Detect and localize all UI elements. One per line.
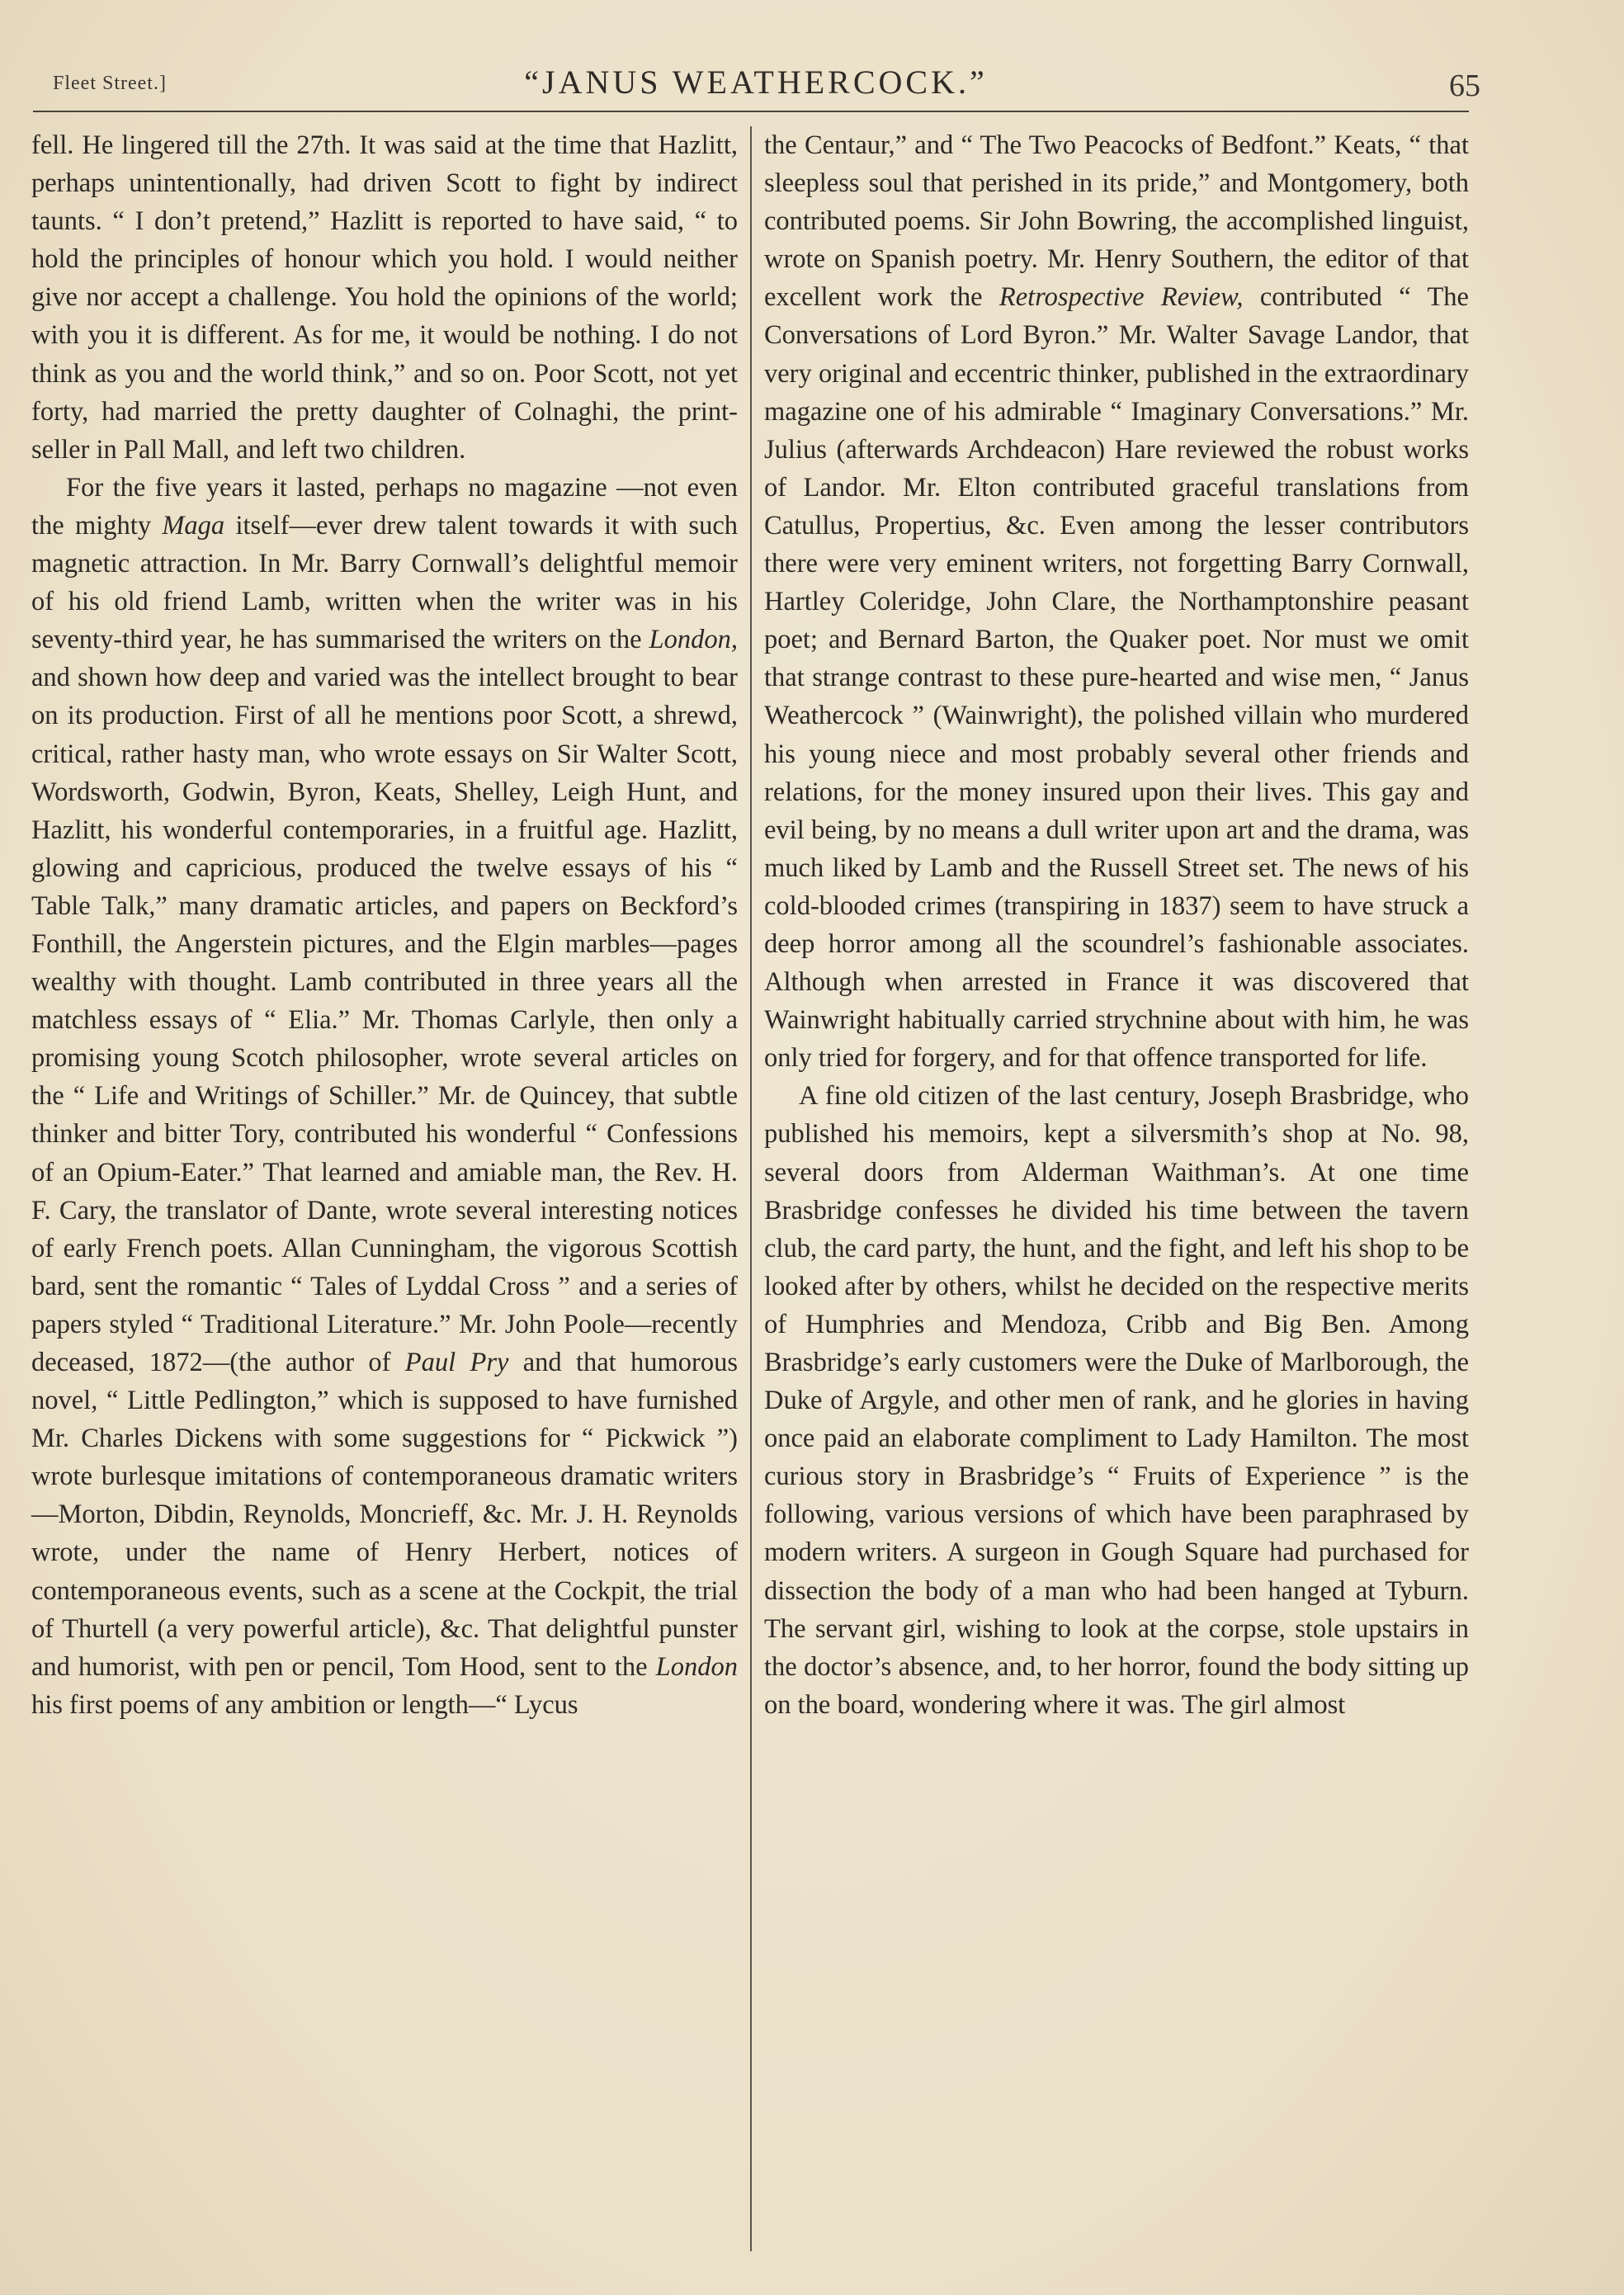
page-number: 65 [1449, 68, 1480, 103]
left-column [31, 126, 738, 1724]
right-column [764, 126, 1469, 1724]
page-header [46, 58, 1480, 119]
running-head-title: “JANUS WEATHERCOCK.” [524, 64, 988, 101]
text-run: the Centaur,” and “ The Two Peacocks of Bedfont.” Keats, “ that sleepless soul that perished in its pride,” and Montgomery, both contributed poems. Sir John Bowring, the accomplished linguist, wrote on Spanish poetry. Mr. Henry Southern, the editor of that excellent work the [764, 130, 1469, 313]
right-paragraph-1 [764, 126, 1469, 1077]
running-head-location: Fleet Street.] [53, 73, 167, 94]
text-run: For the five years it lasted, perhaps no magazine —not even the mighty [31, 472, 738, 541]
left-paragraph-2 [31, 469, 738, 1724]
text-run: contributed “ The Conversations of Lord Byron.” Mr. Walter Savage Landor, that very original and eccentric thinker, published in the extraordinary magazine one of his admirable “ Imaginary Conversations.” Mr. Julius (afterwards Archdeacon) Hare reviewed the robust works of Landor. Mr. Elton contributed graceful translations from Catullus, Propertius, &c. Even among the lesser contributors there were very eminent writers, not forgetting Barry Cornwall, Hartley Coleridge, John Clare, the Northamptonshire peasant poet; and Bernard Barton, the Quaker poet. Nor must we omit that strange contrast to these pure-hearted and wise men, “ Janus Weathercock ” (Wainwright), the polished villain who murdered his young niece and most probably several other friends and relations, for the money insured upon their lives. This gay and evil being, by no means a dull writer upon art and the drama, was much liked by Lamb and the Russell Street set. The news of his cold-blooded crimes (transpiring in 1837) seem to have struck a deep horror among all the scoundrel’s fashionable associates. Although when arrested in France it was discovered that Wainwright habitually carried strychnine about with him, he was only tried for forgery, and for that offence transported for life. [764, 282, 1469, 1074]
left-paragraph-1: fell. He lingered till the 27th. It was said at the time that Hazlitt, perhaps unintentionally, had driven Scott to fight by indirect taunts. “ I don’t pretend,” Hazlitt is reported to have said, “ to hold the principles of honour which you hold. I would neither give nor accept a challenge. You hold the opinions of the world; with you it is different. As for me, it would be nothing. I do not think as you and the world think,” and so on. Poor Scott, not yet forty, had married the pretty daughter of Colnaghi, the print-seller in Pall Mall, and left two children. [31, 130, 738, 465]
italic-title-london: London [655, 1651, 738, 1682]
italic-title-retrospective-review: Retrospective Review, [998, 282, 1244, 313]
italic-title-london: London, [649, 625, 738, 655]
italic-title-paul-pry: Paul Pry [404, 1348, 509, 1377]
italic-title-maga: Maga [162, 510, 225, 541]
right-paragraph-2: A fine old citizen of the last century, Joseph Brasbridge, who published his memoirs, kept a silversmith’s shop at No. 98, several doors from Alderman Waithman’s. At one time Brasbridge confesses he divided his time between the tavern club, the card party, the hunt, and the fight, and left his shop to be looked after by others, whilst he decided on the respective merits of Humphries and Mendoza, Cribb and Big Ben. Among Brasbridge’s early customers were the Duke of Marlborough, the Duke of Argyle, and other men of rank, and he glories in having once paid an elaborate compliment to Lady Hamilton. The most curious story in Brasbridge’s “ Fruits of Experience ” is the following, various versions of which have been paraphrased by modern writers. A surgeon in Gough Square had purchased for dissection the body of a man who had been hanged at Tyburn. The servant girl, wishing to look at the corpse, stole upstairs in the doctor’s absence, and, to her horror, found the body sitting up on the board, wondering where it was. The girl almost [764, 1081, 1469, 1720]
text-run: his first poems of any ambition or length—“ Lycus [31, 1689, 578, 1720]
column-divider [750, 126, 752, 2251]
text-run: and shown how deep and varied was the intellect brought to bear on its production. First of all he mentions poor Scott, a shrewd, critical, rather hasty man, who wrote essays on Sir Walter Scott, Wordsworth, Godwin, Byron, Keats, Shelley, Leigh Hunt, and Hazlitt, his wonderful contemporaries, in a fruitful age. Hazlitt, glowing and capricious, produced the twelve essays of his “ Table Talk,” many dramatic articles, and papers on Beckford’s Fonthill, the Angerstein pictures, and the Elgin marbles—pages wealthy with thought. Lamb contributed in three years all the matchless essays of “ Elia.” Mr. Thomas Carlyle, then only a promising young Scotch philosopher, wrote several articles on the “ Life and Writings of Schiller.” Mr. de Quincey, that subtle thinker and bitter Tory, contributed his wonderful “ Confessions of an Opium-Eater.” That learned and amiable man, the Rev. H. F. Cary, the translator of Dante, wrote several interesting notices of early French poets. Allan Cunningham, the vigorous Scottish bard, sent the romantic “ Tales of Lyddal Cross ” and a series of papers styled “ Traditional Literature.” Mr. John Poole—recently deceased, 1872—(the author of [31, 663, 738, 1377]
text-run: and that humorous novel, “ Little Pedlington,” which is supposed to have furnished Mr. Charles Dickens with some suggestions for “ Pickwick ”) wrote burlesque imitations of contemporaneous dramatic writers—Morton, Dibdin, Reynolds, Moncrieff, &c. Mr. J. H. Reynolds wrote, under the name of Henry Herbert, notices of contemporaneous events, such as a scene at the Cockpit, the trial of Thurtell (a very powerful article), &c. That delightful punster and humorist, with pen or pencil, Tom Hood, sent to the [31, 1348, 738, 1682]
header-rule [33, 111, 1469, 112]
text-run: itself—ever drew talent towards it with such magnetic attraction. In Mr. Barry Cornwall’s delightful memoir of his old friend Lamb, written when the writer was in his seventy-third year, he has summarised the writers on the [31, 510, 739, 655]
